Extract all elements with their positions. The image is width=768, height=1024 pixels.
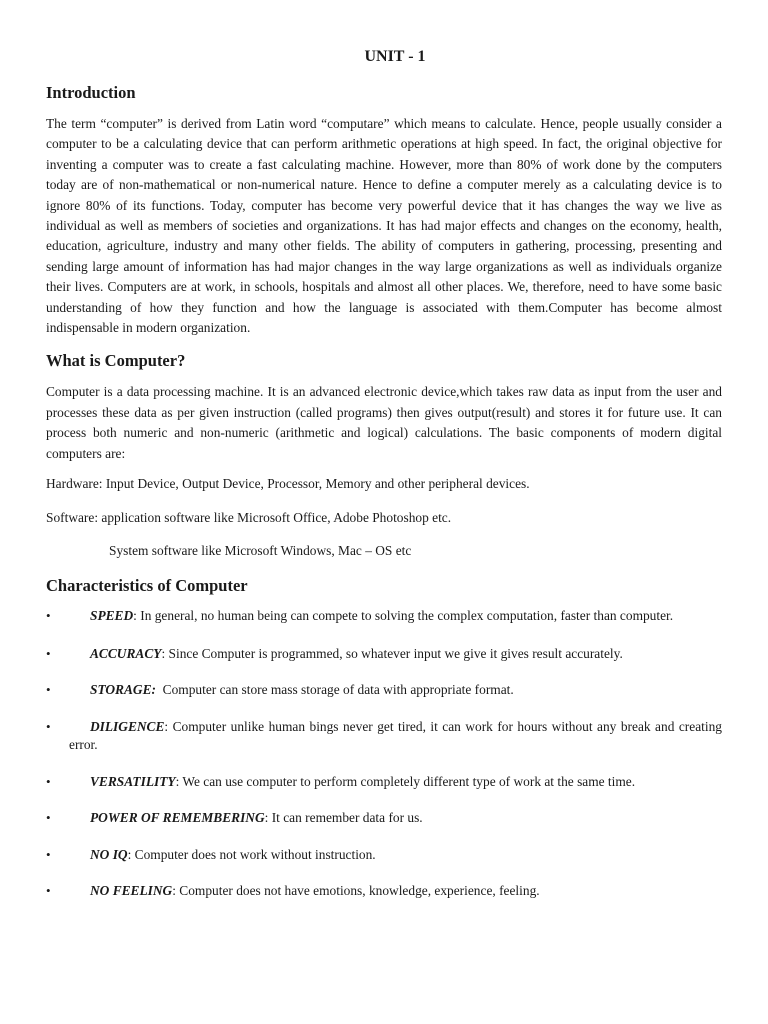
characteristic-term: VERSATILITY	[90, 773, 176, 789]
bullet-icon: •	[46, 608, 51, 624]
what-is-computer-heading: What is Computer?	[46, 351, 186, 371]
characteristics-section	[46, 576, 722, 901]
characteristic-term: SPEED	[90, 608, 134, 624]
unit-title: UNIT - 1	[364, 48, 426, 65]
bullet-icon: •	[46, 645, 51, 661]
bullet-icon: •	[46, 682, 51, 698]
characteristic-text: : Since Computer is programmed, so whatever input we give it gives result accurately.	[161, 645, 623, 661]
bullet-icon: •	[46, 810, 51, 826]
characteristic-term: DILIGENCE	[90, 718, 165, 734]
characteristic-term: ACCURACY	[90, 645, 162, 661]
software-line: Software: application software like Microsoft Office, Adobe Photoshop etc.	[46, 509, 452, 525]
characteristic-text: Computer can store mass storage of data with appropriate format.	[155, 682, 514, 698]
list-item	[46, 718, 722, 755]
system-software-line: System software like Microsoft Windows, Mac – OS etc	[109, 542, 412, 558]
introduction-paragraph: The term “computer” is derived from Latin word “computare” which means to calculate. Hence, people usually consider a computer to be a calculating device that can perform arithmetic operations at high speed. In fact, the original objective for inventing a computer was to create a fast calculating machine. However, more than 80% of work done by the computers today are of non-mathematical or non-numerical nature. Hence to define a computer merely as a calculating device is to ignore 80% of its functions. Today, computer has become very powerful device that it has changes the way we live as individual as well as members of societies and organizations. It has had major effects and changes on the economy, health, education, agriculture, industry and many other fields. The ability of computers in gathering, processing, presenting and sending large amount of information has had major changes in the way large organizations as well as individuals organize their lives. Computers are at work, in schools, hospitals and almost all other places. We, therefore, need to have some basic understanding of how they function and how the language is associated with them.Computer has become almost indispensable in modern organization.	[46, 116, 722, 336]
characteristic-text: : It can remember data for us.	[264, 810, 423, 826]
list-item	[46, 882, 722, 901]
characteristic-text: : Computer does not work without instruction.	[127, 846, 376, 862]
list-item	[46, 645, 722, 664]
bullet-icon: •	[46, 718, 51, 734]
bullet-icon: •	[46, 883, 51, 899]
characteristic-text: : In general, no human being can compete to solving the complex computation, faster than computer.	[133, 608, 674, 624]
characteristic-term: NO IQ	[90, 846, 128, 862]
list-item	[46, 607, 722, 626]
introduction-heading: Introduction	[46, 83, 136, 102]
characteristic-text: : Computer unlike human bings never get tired, it can work for hours without any break and creating error.	[69, 718, 722, 753]
what-is-computer-section	[46, 351, 722, 561]
bullet-icon: •	[46, 846, 51, 862]
list-item	[46, 681, 722, 700]
list-item	[46, 809, 722, 828]
list-item	[46, 846, 722, 865]
characteristics-heading: Characteristics of Computer	[46, 576, 248, 596]
list-item	[46, 773, 722, 792]
characteristic-term: STORAGE:	[90, 682, 156, 698]
characteristic-term: POWER OF REMEMBERING	[90, 810, 265, 826]
characteristic-text: : Computer does not have emotions, knowledge, experience, feeling.	[172, 883, 540, 899]
hardware-line: Hardware: Input Device, Output Device, Processor, Memory and other peripheral devices.	[46, 476, 530, 492]
characteristics-list	[46, 607, 722, 901]
characteristic-text: : We can use computer to perform completely different type of work at the same time.	[175, 773, 636, 789]
what-is-computer-paragraph: Computer is a data processing machine. It is an advanced electronic device,which takes raw data as input from the user and processes these data as per given instruction (called programs) then gives output(result) and stores it for future use. It can process both numeric and non-numeric (arithmetic and logical) calculations. The basic components of modern digital computers are:	[46, 384, 722, 461]
bullet-icon: •	[46, 773, 51, 789]
characteristic-term: NO FEELING	[90, 883, 173, 899]
introduction-section	[46, 83, 722, 338]
